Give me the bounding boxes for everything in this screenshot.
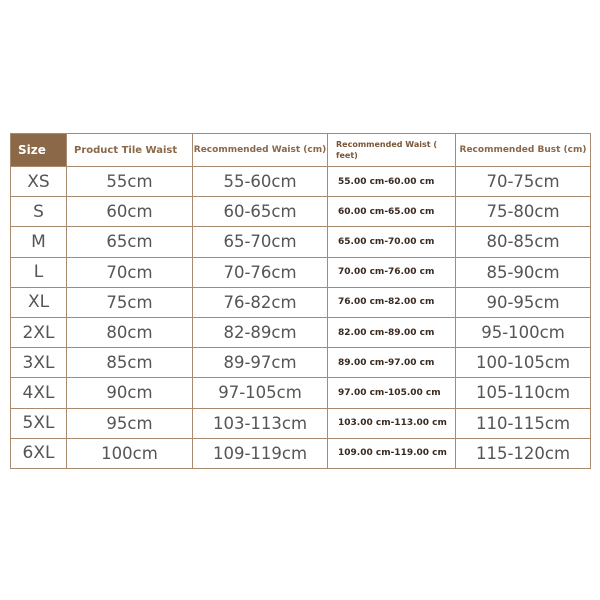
- cell-recommended-waist-cm: 70-76cm: [193, 257, 328, 287]
- table-row: [11, 348, 591, 378]
- cell-recommended-bust-cm: 115-120cm: [456, 438, 591, 468]
- cell-product-tile-waist: 75cm: [67, 287, 193, 317]
- cell-size: 5XL: [11, 408, 67, 438]
- cell-recommended-waist-feet: 97.00 cm-105.00 cm: [328, 378, 456, 408]
- cell-size: 6XL: [11, 438, 67, 468]
- table-row: [11, 408, 591, 438]
- table-row: [11, 197, 591, 227]
- header-recommended-waist-cm: Recommended Waist (cm): [193, 134, 328, 167]
- cell-product-tile-waist: 95cm: [67, 408, 193, 438]
- table-row: [11, 317, 591, 347]
- cell-product-tile-waist: 85cm: [67, 348, 193, 378]
- header-product-tile-waist: Product Tile Waist: [67, 134, 193, 167]
- header-size: Size: [11, 134, 67, 167]
- cell-recommended-bust-cm: 105-110cm: [456, 378, 591, 408]
- cell-recommended-waist-feet: 82.00 cm-89.00 cm: [328, 317, 456, 347]
- cell-recommended-bust-cm: 75-80cm: [456, 197, 591, 227]
- table-row: [11, 167, 591, 197]
- cell-recommended-bust-cm: 90-95cm: [456, 287, 591, 317]
- cell-size: 3XL: [11, 348, 67, 378]
- cell-product-tile-waist: 90cm: [67, 378, 193, 408]
- cell-product-tile-waist: 60cm: [67, 197, 193, 227]
- table-row: [11, 227, 591, 257]
- header-row: [11, 134, 591, 167]
- cell-recommended-waist-feet: 60.00 cm-65.00 cm: [328, 197, 456, 227]
- cell-product-tile-waist: 80cm: [67, 317, 193, 347]
- table-row: [11, 378, 591, 408]
- cell-recommended-waist-cm: 60-65cm: [193, 197, 328, 227]
- cell-size: XL: [11, 287, 67, 317]
- cell-size: 2XL: [11, 317, 67, 347]
- cell-recommended-waist-feet: 55.00 cm-60.00 cm: [328, 167, 456, 197]
- cell-recommended-waist-cm: 82-89cm: [193, 317, 328, 347]
- cell-size: M: [11, 227, 67, 257]
- cell-recommended-waist-cm: 76-82cm: [193, 287, 328, 317]
- cell-recommended-waist-feet: 103.00 cm-113.00 cm: [328, 408, 456, 438]
- table-body: [11, 167, 591, 469]
- table-row: [11, 438, 591, 468]
- cell-product-tile-waist: 70cm: [67, 257, 193, 287]
- cell-recommended-bust-cm: 85-90cm: [456, 257, 591, 287]
- cell-recommended-waist-feet: 65.00 cm-70.00 cm: [328, 227, 456, 257]
- cell-recommended-waist-feet: 109.00 cm-119.00 cm: [328, 438, 456, 468]
- cell-recommended-waist-cm: 103-113cm: [193, 408, 328, 438]
- size-chart-table: [10, 133, 591, 469]
- cell-recommended-bust-cm: 110-115cm: [456, 408, 591, 438]
- cell-recommended-waist-feet: 76.00 cm-82.00 cm: [328, 287, 456, 317]
- cell-recommended-waist-cm: 97-105cm: [193, 378, 328, 408]
- cell-size: XS: [11, 167, 67, 197]
- cell-recommended-waist-cm: 109-119cm: [193, 438, 328, 468]
- table-row: [11, 287, 591, 317]
- cell-recommended-waist-cm: 89-97cm: [193, 348, 328, 378]
- cell-recommended-bust-cm: 100-105cm: [456, 348, 591, 378]
- cell-recommended-bust-cm: 80-85cm: [456, 227, 591, 257]
- cell-size: L: [11, 257, 67, 287]
- cell-recommended-waist-feet: 89.00 cm-97.00 cm: [328, 348, 456, 378]
- table-row: [11, 257, 591, 287]
- header-recommended-bust-cm: Recommended Bust (cm): [456, 134, 591, 167]
- header-recommended-waist-feet: Recommended Waist ( feet): [328, 134, 456, 167]
- cell-product-tile-waist: 55cm: [67, 167, 193, 197]
- cell-product-tile-waist: 65cm: [67, 227, 193, 257]
- cell-product-tile-waist: 100cm: [67, 438, 193, 468]
- cell-size: S: [11, 197, 67, 227]
- cell-recommended-waist-feet: 70.00 cm-76.00 cm: [328, 257, 456, 287]
- cell-recommended-bust-cm: 95-100cm: [456, 317, 591, 347]
- cell-recommended-waist-cm: 55-60cm: [193, 167, 328, 197]
- cell-recommended-waist-cm: 65-70cm: [193, 227, 328, 257]
- cell-size: 4XL: [11, 378, 67, 408]
- cell-recommended-bust-cm: 70-75cm: [456, 167, 591, 197]
